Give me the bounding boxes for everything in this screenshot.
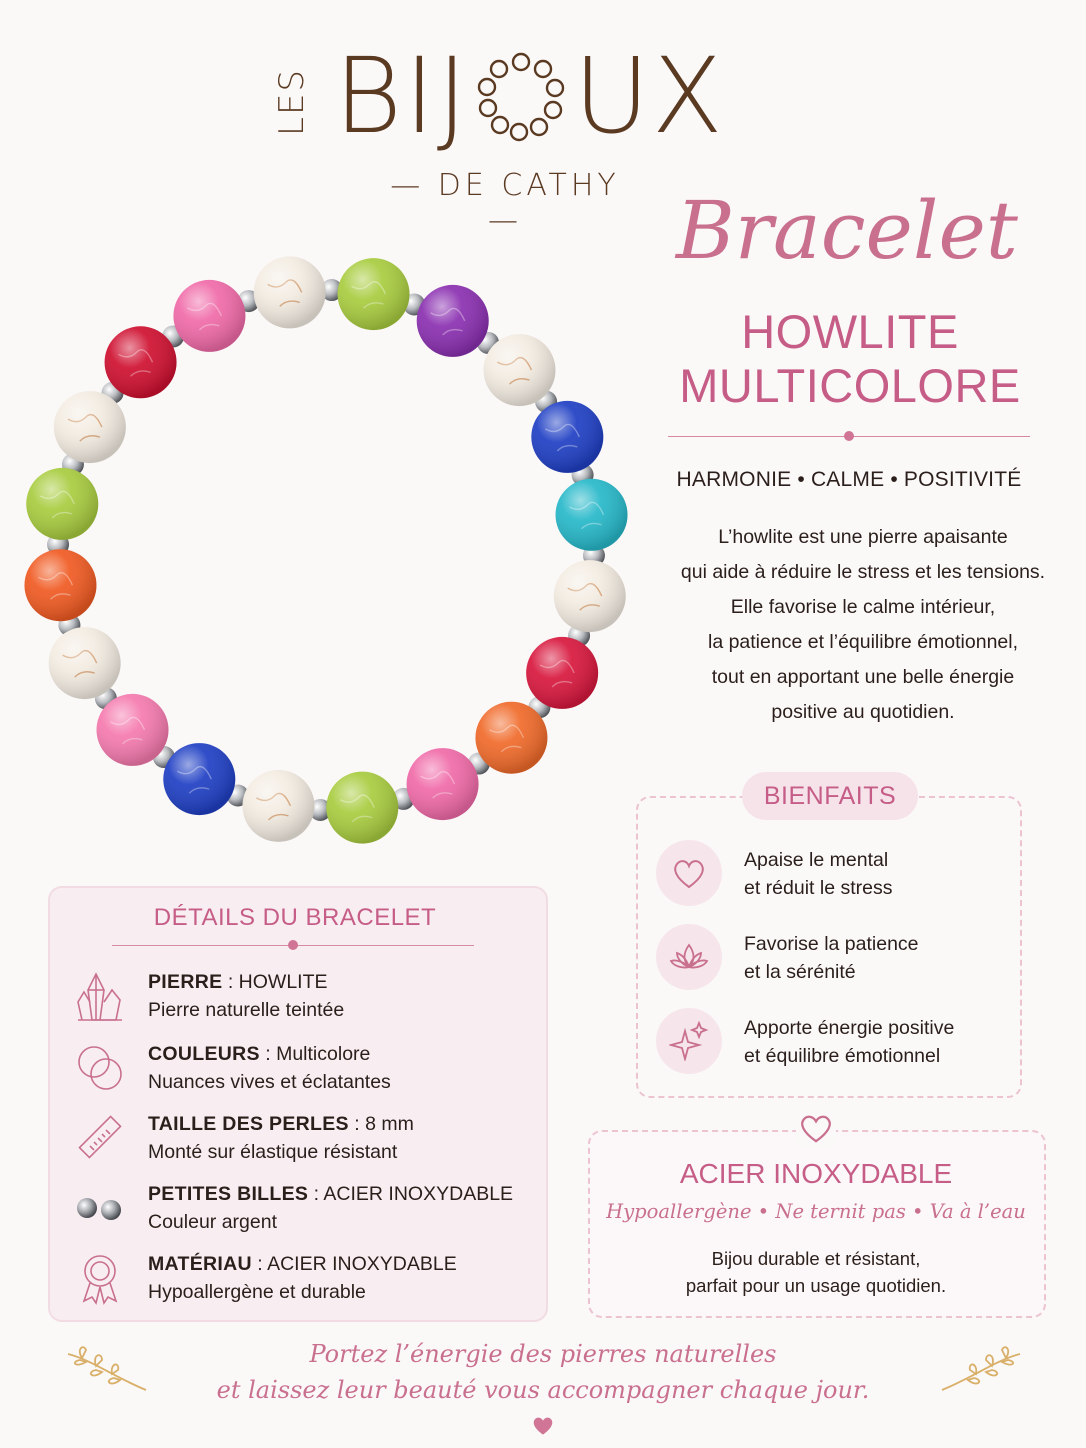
detail-value: ACIER INOXYDABLE [323,1183,514,1205]
heart-icon [656,840,722,906]
logo-text-bij: BIJ [334,35,470,157]
benefit-line: Apaise le mental [744,849,889,871]
benefits-title: BIENFAITS [742,772,918,820]
bead-shine [526,637,598,709]
product-title-line2: MULTICOLORE [679,359,1021,412]
product-tags: HARMONIE • CALME • POSITIVITÉ [676,468,1022,491]
detail-row-colors: COULEURS : Multicolore Nuances vives et éclatantes [72,1040,542,1102]
details-title: DÉTAILS DU BRACELET [153,904,437,931]
bead-shine [105,326,177,398]
bead-shine [24,549,96,621]
detail-label: TAILLE DES PERLES [148,1113,349,1135]
detail-sub: Couleur argent [148,1211,277,1233]
description-line: tout en apportant une belle énergie [711,666,1015,688]
bead-shine [531,401,603,473]
bead-shine [338,258,410,330]
logo [334,36,725,156]
benefit-line: et la sérénité [744,961,856,983]
details-divider-dot [288,940,298,950]
detail-row-beads: PETITES BILLES : ACIER INOXYDABLE Couleur argent [72,1180,542,1242]
bead-shine [97,694,169,766]
detail-label: PETITES BILLES [148,1183,309,1205]
description-line: Elle favorise le calme intérieur, [730,596,996,618]
bead-shine [173,280,245,352]
logo-subtitle: — DE CATHY — [390,168,620,238]
detail-row-material: MATÉRIAU : ACIER INOXYDABLE Hypoallergène et durable [72,1250,542,1312]
steel-description-line: Bijou durable et résistant, [711,1248,921,1269]
bead-shine [254,256,326,328]
bead-shine [54,391,126,463]
detail-sub: Nuances vives et éclatantes [148,1071,391,1093]
description-line: la patience et l’équilibre émotionnel, [707,631,1019,653]
steel-description-line: parfait pour un usage quotidien. [685,1275,947,1296]
bead-shine [407,748,479,820]
detail-sub: Monté sur élastique résistant [148,1141,398,1163]
benefit-line: et réduit le stress [744,877,893,899]
product-script-title: Bracelet [676,184,1018,277]
benefit-item [744,1014,954,1070]
footer-quote-line: Portez l’énergie des pierres naturelles [309,1340,777,1368]
product-description [648,520,1078,730]
logo-bead-ring-icon [473,48,569,144]
benefit-item [744,930,919,986]
benefit-item [744,846,892,902]
description-line: L’howlite est une pierre apaisante [718,526,1008,548]
bead-shine [475,702,547,774]
description-line: positive au quotidien. [771,701,955,723]
lotus-icon [656,924,722,990]
steel-features: Hypoallergène • Ne ternit pas • Va à l’eau [606,1200,1026,1223]
logo-text-ux: UX [573,35,725,157]
bead-shine [556,479,628,551]
detail-label: COULEURS [148,1043,260,1065]
bead-shine [163,743,235,815]
ruler-icon [72,1110,128,1166]
bead-shine [26,468,98,540]
bead-shine [49,627,121,699]
footer-quote-line: et laissez leur beauté vous accompagner chaque jour. [216,1376,870,1404]
benefit-line: et équilibre émotionnel [744,1045,941,1067]
award-icon [72,1250,128,1306]
detail-value: 8 mm [365,1113,414,1135]
circles-icon [72,1040,128,1096]
detail-sub: Hypoallergène et durable [148,1281,366,1303]
detail-row-stone: PIERRE : HOWLITE Pierre naturelle teintée [72,968,542,1030]
crystal-icon [72,968,128,1024]
benefit-line: Favorise la patience [744,933,919,955]
bead-shine [417,285,489,357]
description-line: qui aide à réduire le stress et les tensions. [680,561,1046,583]
laurel-right-icon [936,1340,1026,1404]
footer-quote [150,1336,936,1408]
bead-shine [483,334,555,406]
laurel-left-icon [62,1340,152,1404]
sparkle-icon [656,1008,722,1074]
detail-row-size: TAILLE DES PERLES : 8 mm Monté sur élastique résistant [72,1110,542,1172]
detail-sub: Pierre naturelle teintée [148,999,345,1021]
footer-heart-icon [531,1414,555,1436]
bead-shine [242,770,314,842]
heart-outline-icon [796,1108,836,1148]
product-title-line1: HOWLITE [741,305,959,358]
title-divider-dot [844,431,854,441]
benefit-line: Apporte énergie positive [744,1017,955,1039]
logo-les: LES [272,67,312,136]
detail-value: ACIER INOXYDABLE [267,1253,457,1275]
steel-description [600,1245,1032,1299]
steel-balls-icon [72,1180,128,1236]
bracelet-image [18,250,634,850]
detail-value: HOWLITE [238,971,328,993]
detail-label: MATÉRIAU [148,1253,252,1275]
bead-shine [326,772,398,844]
detail-label: PIERRE [148,971,223,993]
steel-title: ACIER INOXYDABLE [679,1158,953,1189]
detail-value: Multicolore [276,1043,371,1065]
bead-shine [554,560,626,632]
